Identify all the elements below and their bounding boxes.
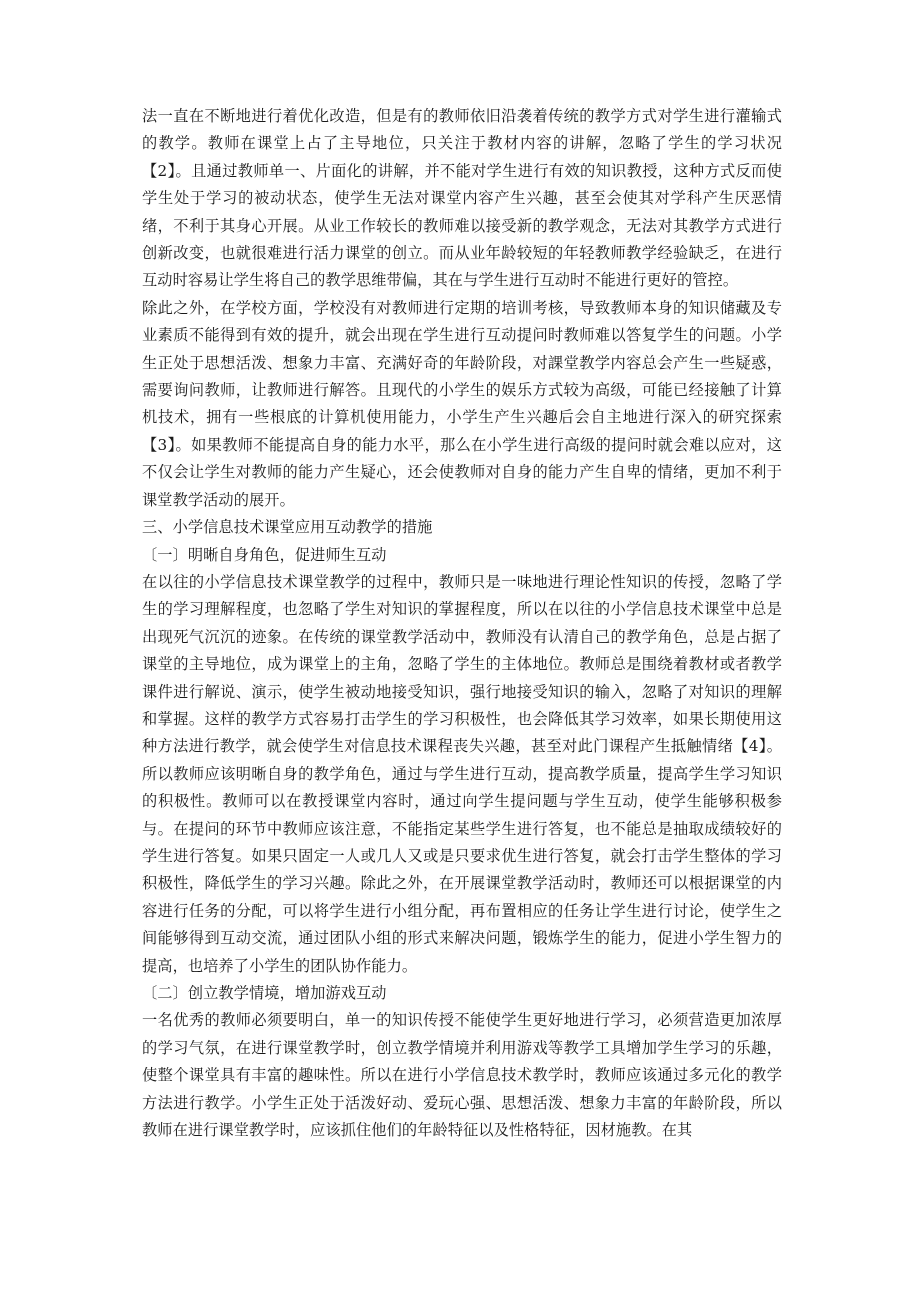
subheading-teaching-situation: 〔二〕创立教学情境，增加游戏互动 [142, 984, 387, 1002]
paragraph-teaching-methods: 法一直在不断地进行着优化改造，但是有的教师依旧沿袭着传统的教学方式对学生进行灌输式的教学。教师在课堂上占了主导地位，只关注于教材内容的讲解，忽略了学生的学习状况【2】。且通过教师单一、片面化的讲解，并不能对学生进行有效的知识教授，这种方式反而使学生处于学习的被动状态，使学生无法对课堂内容产生兴趣，甚至会使其对学科产生厌恶情绪，不利于其身心开展。从业工作较长的教师难以接受新的教学观念，无法对其教学方式进行创新改变，也就很难进行活力课堂的创立。而从业年龄较短的年轻教师教学经验缺乏，在进行互动时容易让学生将自己的教学思维带偏，其在与学生进行互动时不能进行更好的管控。 [142, 107, 782, 290]
subheading-clarify-role: 〔一〕明晰自身角色，促进师生互动 [142, 545, 387, 564]
paragraph-school-aspect: 除此之外，在学校方面，学校没有对教师进行定期的培训考核，导致教师本身的知识储藏及专业素质不能得到有效的提升，就会出现在学生进行互动提问时教师难以答复学生的问题。小学生正处于思想活泼、想象力丰富、充满好奇的年龄阶段，对課堂教学内容总会产生一些疑惑，需要询问教师，让教师进行解答。且现代的小学生的娱乐方式较为高级，可能已经接触了计算机技术，拥有一些根底的计算机使用能力，小学生产生兴趣后会自主地进行深入的研究探索【3】。如果教师不能提高自身的能力水平，那么在小学生进行高级的提问时就会难以应对，这不仅会让学生对教师的能力产生疑心，还会使教师对自身的能力产生自卑的情绪，更加不利于课堂教学活动的展开。 [142, 298, 782, 509]
paragraph-clarify-role: 在以往的小学信息技术课堂教学的过程中，教师只是一味地进行理论性知识的传授，忽略了学生的学习理解程度，也忽略了学生对知识的掌握程度，所以在以往的小学信息技术课堂中总是出现死气沉沉的迹象。在传统的课堂教学活动中，教师没有认清自己的教学角色，总是占据了课堂的主导地位，成为课堂上的主角，忽略了学生的主体地位。教师总是围绕着教材或者教学课件进行解说、演示，使学生被动地接受知识，强行地接受知识的输入，忽略了对知识的理解和掌握。这样的教学方式容易打击学生的学习积极性，也会降低其学习效率，如果长期使用这种方法进行教学，就会使学生对信息技术课程丧失兴趣，甚至对此门课程产生抵触情绪【4】。所以教师应该明晰自身的教学角色，通过与学生进行互动，提高教学质量，提高学生学习知识的积极性。教师可以在教授课堂内容时，通过向学生提问题与学生互动，使学生能够积极参与。在提问的环节中教师应该注意，不能指定某些学生进行答复，也不能总是抽取成绩较好的学生进行答复。如果只固定一人或几人又或是只要求优生进行答复，就会打击学生整体的学习积极性，降低学生的学习兴趣。除此之外，在开展课堂教学活动时，教师还可以根据课堂的内容进行任务的分配，可以将学生进行小组分配，再布置相应的任务让学生进行讨论，使学生之间能够得到互动交流，通过团队小组的形式来解决问题，锻炼学生的能力，促进小学生智力的提高，也培养了小学生的团队协作能力。 [142, 572, 782, 975]
document-body [142, 103, 782, 1144]
paragraph-teaching-situation: 一名优秀的教师必须要明白，单一的知识传授不能使学生更好地进行学习，必须营造更加浓厚的学习气氛，在进行课堂教学时，创立教学情境并利用游戏等教学工具增加学生学习的乐趣，使整个课堂具有丰富的趣味性。所以在进行小学信息技术教学时，教师应该通过多元化的教学方法进行教学。小学生正处于活泼好动、爱玩心强、思想活泼、想象力丰富的年龄阶段，所以教师在进行课堂教学时，应该抓住他们的年龄特征以及性格特征，因材施教。在其 [142, 1011, 782, 1140]
section-heading-measures: 三、小学信息技术课堂应用互动教学的措施 [142, 518, 433, 537]
